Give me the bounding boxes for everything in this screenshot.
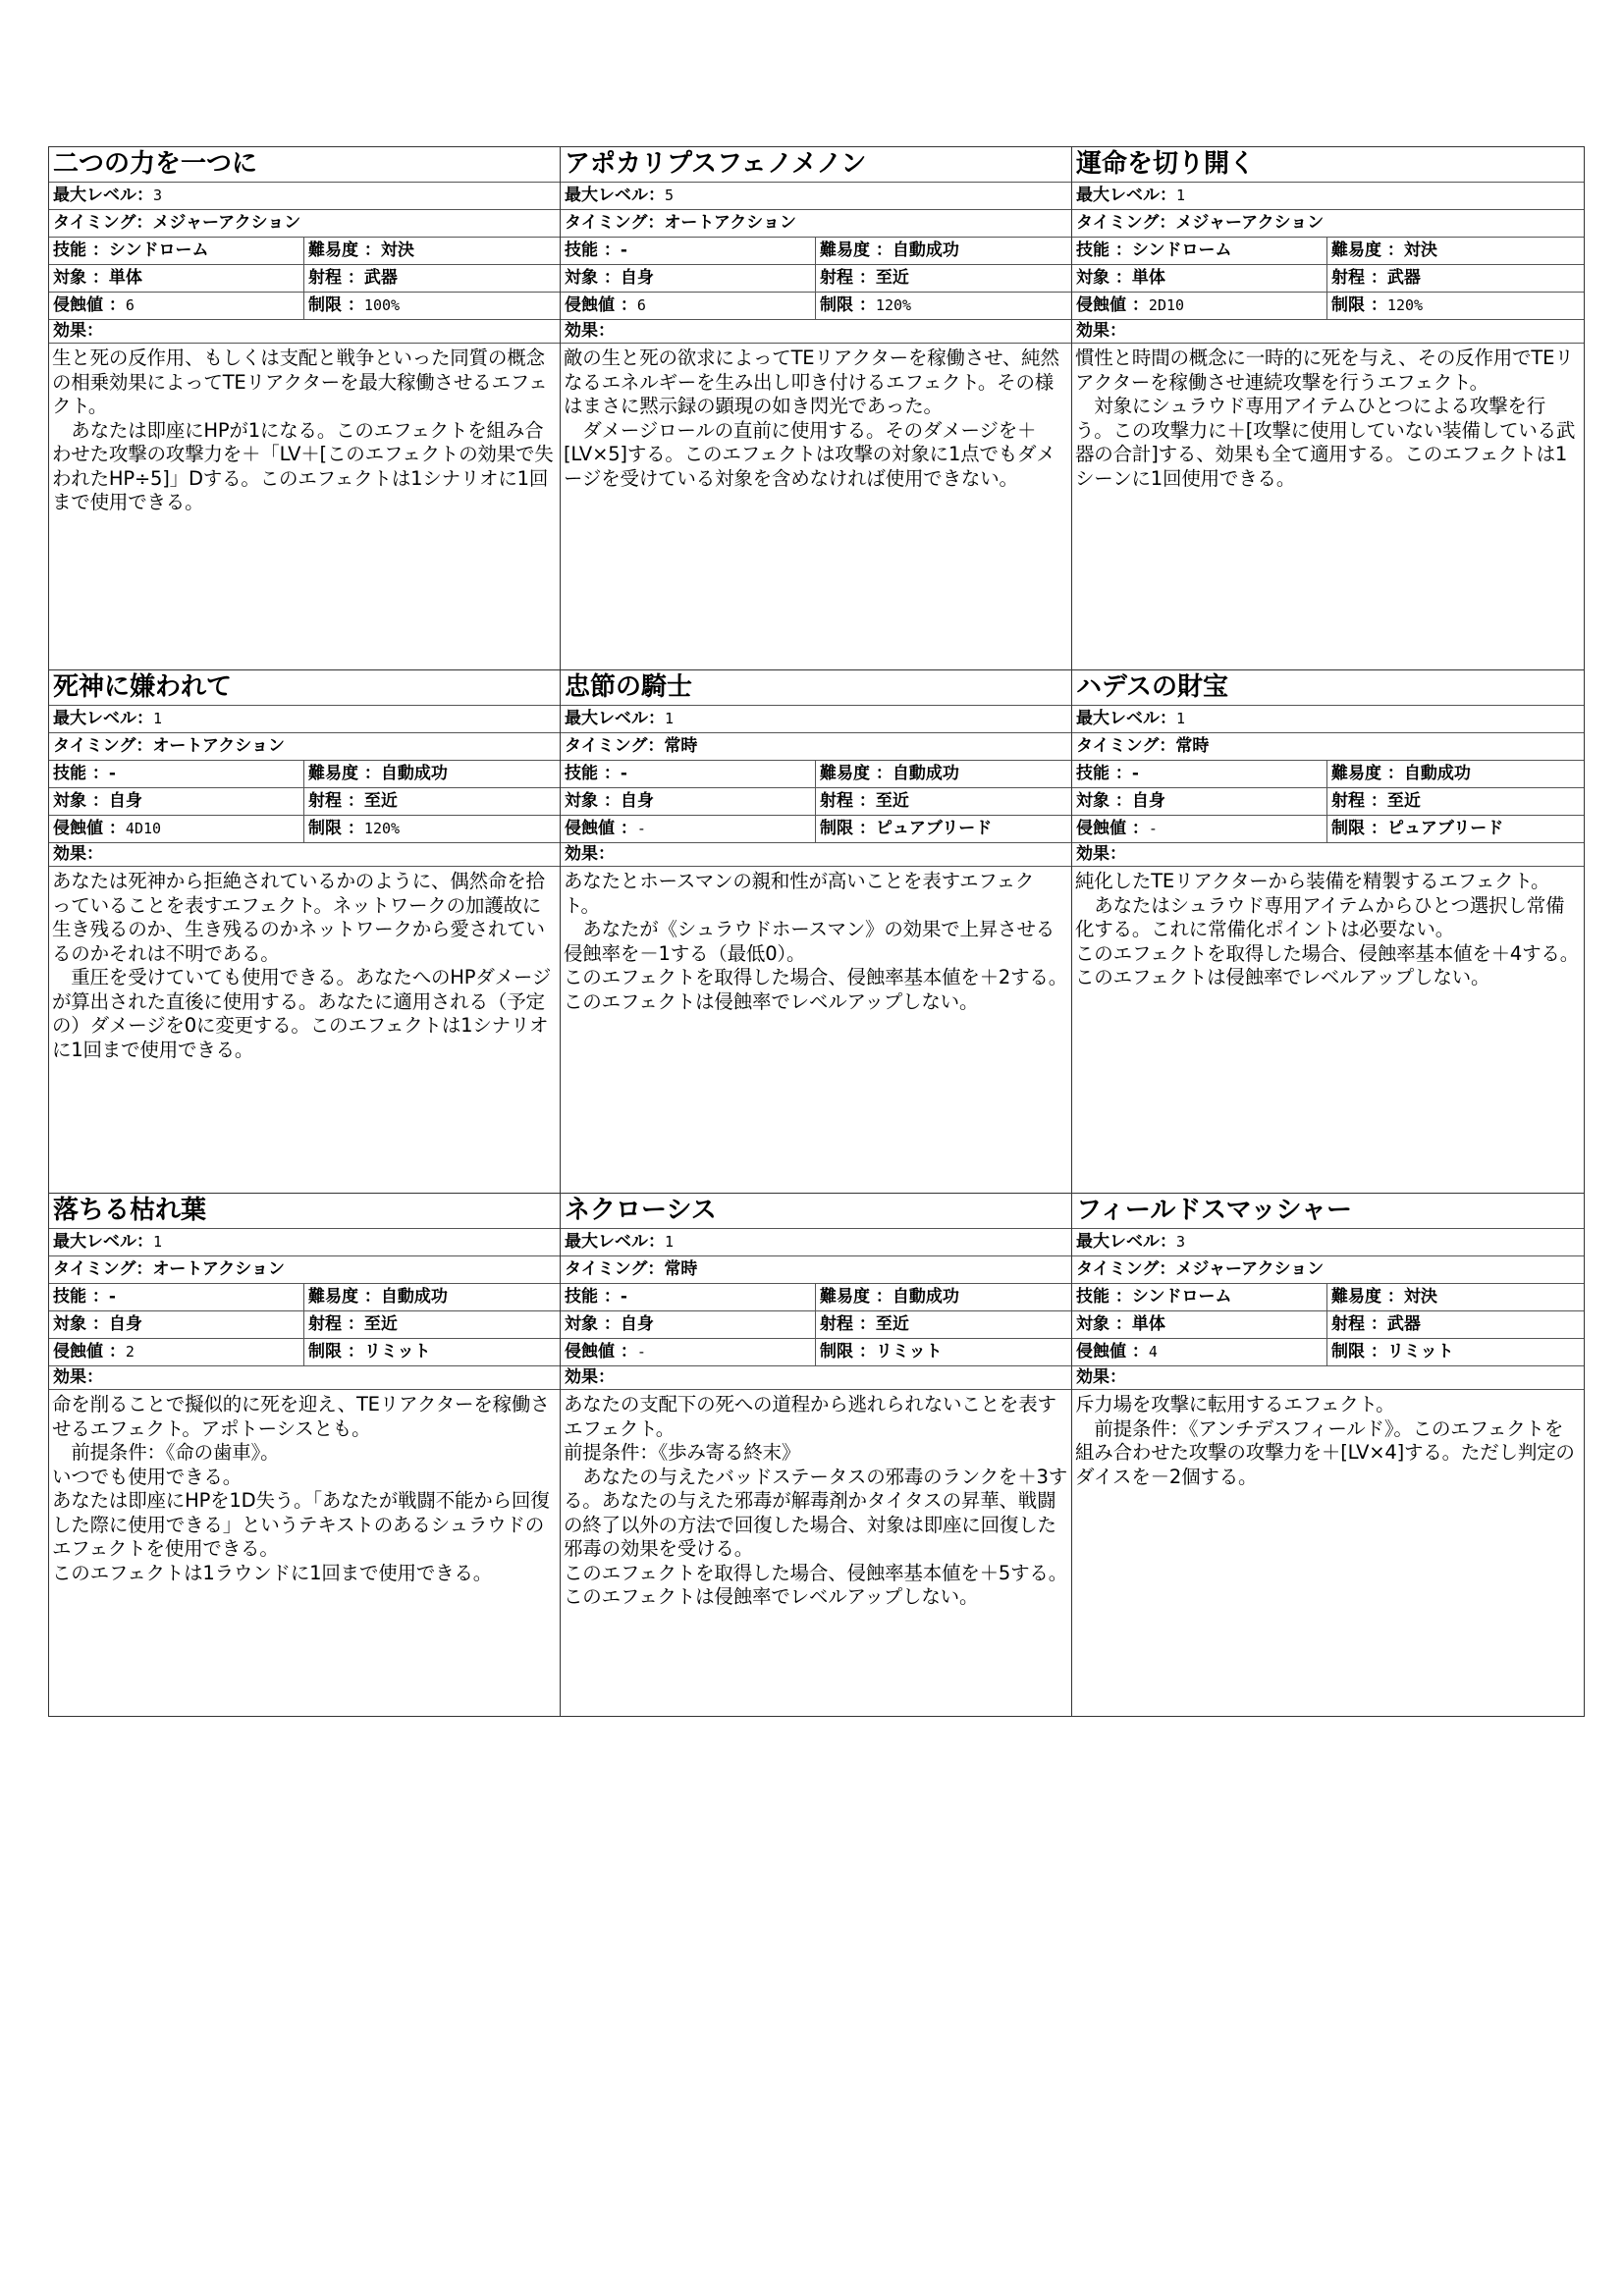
range-label: 射程 ： <box>308 268 364 288</box>
max-level-row <box>49 706 560 733</box>
effect-paragraph: ダメージロールの直前に使用する。そのダメージを＋[LV×5]する。このエフェクトは攻撃の対象に1点でもダメージを受けている対象を含めなければ使用できない。 <box>564 418 1055 490</box>
skill-value: - <box>1131 764 1139 783</box>
effect-paragraph: 斥力場を攻撃に転用するエフェクト。 <box>1075 1393 1395 1415</box>
range-label: 射程 ： <box>308 791 364 811</box>
difficulty-value: 自動成功 <box>892 1287 959 1307</box>
skill-label: 技能 ： <box>53 240 109 260</box>
effect-text <box>1072 344 1584 491</box>
target-label: 対象 ： <box>565 791 621 811</box>
skill-value: - <box>108 1287 116 1307</box>
limit-label: 制限 ： <box>820 819 876 838</box>
erosion-value: 2 <box>125 1343 135 1361</box>
effect-heading: 効果： <box>561 320 1071 344</box>
limit-value: 120% <box>1386 296 1424 314</box>
max-level-label: 最大レベル： <box>53 1232 153 1252</box>
difficulty-label: 難易度 ： <box>1331 240 1404 260</box>
target-range-row <box>49 788 560 816</box>
effect-text <box>49 344 560 515</box>
effect-name: ハデスの財宝 <box>1072 670 1584 706</box>
erosion-limit-row <box>1072 1339 1584 1366</box>
max-level-value: 5 <box>665 187 675 204</box>
range-value: 武器 <box>363 268 398 288</box>
max-level-row <box>1072 1229 1584 1256</box>
skill-label: 技能 ： <box>565 1287 621 1307</box>
effect-paragraph: あなたとホースマンの親和性が高いことを表すエフェクト。 <box>564 870 1035 917</box>
max-level-row <box>1072 183 1584 210</box>
effect-text <box>49 1390 560 1585</box>
limit-value: 100% <box>363 296 401 314</box>
range-value: 至近 <box>1386 791 1421 811</box>
effect-text <box>561 344 1071 491</box>
effect-paragraph: あなたは死神から拒絶されているかのように、偶然命を拾っていることを表すエフェクト。ネットワークの加護故に生き残るのか、生き残るのかネットワークから愛されているのかそれは不明である。 <box>52 870 545 965</box>
skill-label: 技能 ： <box>565 240 621 260</box>
target-label: 対象 ： <box>1076 791 1132 811</box>
limit-label: 制限 ： <box>308 819 364 838</box>
max-level-row <box>561 183 1071 210</box>
target-value: 自身 <box>620 1314 654 1334</box>
difficulty-label: 難易度 ： <box>1331 1287 1404 1307</box>
erosion-value: 6 <box>125 296 135 314</box>
skill-value: - <box>620 764 627 783</box>
effect-name: フィールドスマッシャー <box>1072 1194 1584 1229</box>
difficulty-value: 対決 <box>1403 240 1437 260</box>
erosion-limit-row <box>1072 293 1584 320</box>
range-value: 至近 <box>875 268 909 288</box>
effect-heading: 効果： <box>561 1366 1071 1390</box>
max-level-label: 最大レベル： <box>1076 1232 1176 1252</box>
effect-paragraph: 敵の生と死の欲求によってTEリアクターを稼働させ、純然なるエネルギーを生み出し叩き付けるエフェクト。その様はまさに黙示録の顕現の如き閃光であった。 <box>564 347 1059 417</box>
max-level-label: 最大レベル： <box>565 186 665 205</box>
target-label: 対象 ： <box>1076 268 1132 288</box>
effect-paragraph: あなたの与えたバッドステータスの邪毒のランクを＋3する。あなたの与えた邪毒が解毒剤かタイタスの昇華、戦闘の終了以外の方法で回復した場合、対象は即座に回復した邪毒の効果を受ける。 <box>564 1465 1068 1560</box>
difficulty-value: 自動成功 <box>380 1287 448 1307</box>
skill-value: シンドローム <box>108 240 209 260</box>
erosion-limit-row <box>49 1339 560 1366</box>
effect-paragraph: 生と死の反作用、もしくは支配と戦争といった同質の概念の相乗効果によってTEリアクターを最大稼働させるエフェクト。 <box>52 347 548 417</box>
target-value: 自身 <box>1131 791 1165 811</box>
target-range-row <box>49 265 560 293</box>
effect-heading: 効果： <box>1072 1366 1584 1390</box>
skill-difficulty-row <box>49 1284 560 1311</box>
erosion-limit-row <box>561 293 1071 320</box>
skill-value: - <box>620 240 627 260</box>
limit-value: リミット <box>1386 1342 1454 1362</box>
max-level-label: 最大レベル： <box>53 186 153 205</box>
effect-name: ネクローシス <box>561 1194 1071 1229</box>
erosion-value: - <box>636 820 646 837</box>
erosion-value: 6 <box>636 296 646 314</box>
timing-row <box>49 1256 560 1284</box>
effect-name: 運命を切り開く <box>1072 147 1584 183</box>
target-label: 対象 ： <box>53 791 109 811</box>
timing-row <box>1072 210 1584 238</box>
max-level-value: 1 <box>665 710 675 727</box>
range-label: 射程 ： <box>1331 268 1387 288</box>
limit-label: 制限 ： <box>308 1342 364 1362</box>
skill-value: シンドローム <box>1131 1287 1232 1307</box>
timing-row <box>1072 1256 1584 1284</box>
max-level-label: 最大レベル： <box>1076 709 1176 728</box>
target-value: 自身 <box>108 1314 142 1334</box>
max-level-value: 1 <box>153 710 163 727</box>
difficulty-value: 対決 <box>380 240 414 260</box>
range-label: 射程 ： <box>820 268 876 288</box>
erosion-value: - <box>1148 820 1158 837</box>
effect-name: 忠節の騎士 <box>561 670 1071 706</box>
effect-heading: 効果： <box>49 320 560 344</box>
limit-label: 制限 ： <box>1331 1342 1387 1362</box>
effect-card <box>1072 1194 1585 1717</box>
max-level-value: 3 <box>1176 1233 1186 1251</box>
max-level-label: 最大レベル： <box>565 709 665 728</box>
timing-value: 常時 <box>664 1259 698 1279</box>
timing-value: 常時 <box>664 736 698 756</box>
timing-value: オートアクション <box>152 1259 285 1279</box>
effect-paragraph: このエフェクトを取得した場合、侵蝕率基本値を＋5する。 <box>564 1561 1068 1584</box>
range-label: 射程 ： <box>1331 1314 1387 1334</box>
skill-label: 技能 ： <box>565 764 621 783</box>
effect-heading: 効果： <box>49 1366 560 1390</box>
erosion-label: 侵蝕値 ： <box>1076 295 1149 315</box>
effect-card <box>1072 670 1585 1194</box>
skill-difficulty-row <box>1072 1284 1584 1311</box>
limit-value: ピュアブリード <box>1386 819 1504 838</box>
timing-row <box>49 210 560 238</box>
max-level-row <box>1072 706 1584 733</box>
limit-value: 120% <box>363 820 401 837</box>
effect-paragraph: 対象にシュラウド専用アイテムひとつによる攻撃を行う。この攻撃力に＋[攻撃に使用していない装備している武器の合計]する、効果も全て適用する。このエフェクトは1シーンに1回使用できる。 <box>1075 395 1576 490</box>
range-value: 至近 <box>875 791 909 811</box>
limit-label: 制限 ： <box>308 295 364 315</box>
max-level-label: 最大レベル： <box>53 709 153 728</box>
erosion-limit-row <box>49 816 560 843</box>
limit-label: 制限 ： <box>820 1342 876 1362</box>
effect-paragraph: 命を削ることで擬似的に死を迎え、TEリアクターを稼働させるエフェクト。アポトーシスとも。 <box>52 1393 550 1440</box>
erosion-label: 侵蝕値 ： <box>53 819 126 838</box>
target-range-row <box>1072 265 1584 293</box>
skill-label: 技能 ： <box>1076 764 1132 783</box>
erosion-value: 4D10 <box>125 820 162 837</box>
max-level-value: 1 <box>665 1233 675 1251</box>
target-value: 単体 <box>1131 268 1165 288</box>
effect-paragraph: 重圧を受けていても使用できる。あなたへのHPダメージが算出された直後に使用する。あなたに適用される（予定の）ダメージを0に変更する。このエフェクトは1シナリオに1回まで使用できる。 <box>52 966 552 1061</box>
erosion-label: 侵蝕値 ： <box>1076 819 1149 838</box>
range-label: 射程 ： <box>820 1314 876 1334</box>
timing-value: メジャーアクション <box>1175 213 1325 233</box>
erosion-limit-row <box>49 293 560 320</box>
timing-label: タイミング： <box>1076 213 1176 233</box>
difficulty-label: 難易度 ： <box>1331 764 1404 783</box>
effect-card <box>561 1194 1072 1717</box>
effect-paragraph: あなたの支配下の死への道程から逃れられないことを表すエフェクト。 <box>564 1393 1056 1440</box>
effect-paragraph: このエフェクトは侵蝕率でレベルアップしない。 <box>564 989 979 1013</box>
target-label: 対象 ： <box>1076 1314 1132 1334</box>
max-level-value: 3 <box>153 187 163 204</box>
effect-paragraph: 慣性と時間の概念に一時的に死を与え、その反作用でTEリアクターを稼働させ連続攻撃を行うエフェクト。 <box>1075 347 1574 394</box>
effect-paragraph: このエフェクトは1ラウンドに1回まで使用できる。 <box>52 1561 493 1584</box>
range-label: 射程 ： <box>1331 791 1387 811</box>
target-value: 自身 <box>108 791 142 811</box>
target-label: 対象 ： <box>565 1314 621 1334</box>
difficulty-label: 難易度 ： <box>308 1287 381 1307</box>
skill-difficulty-row <box>1072 238 1584 265</box>
erosion-limit-row <box>561 1339 1071 1366</box>
difficulty-label: 難易度 ： <box>820 240 893 260</box>
erosion-label: 侵蝕値 ： <box>565 819 637 838</box>
range-label: 射程 ： <box>308 1314 364 1334</box>
effect-paragraph: このエフェクトを取得した場合、侵蝕率基本値を＋2する。 <box>564 966 1068 988</box>
erosion-label: 侵蝕値 ： <box>565 295 637 315</box>
effect-card <box>49 147 561 670</box>
target-value: 単体 <box>108 268 142 288</box>
max-level-value: 1 <box>1176 710 1186 727</box>
difficulty-label: 難易度 ： <box>308 240 381 260</box>
range-value: 武器 <box>1386 1314 1421 1334</box>
effect-heading: 効果： <box>49 843 560 867</box>
effect-text <box>1072 867 1584 990</box>
timing-row <box>49 733 560 761</box>
timing-row <box>1072 733 1584 761</box>
target-value: 自身 <box>620 268 654 288</box>
timing-value: 常時 <box>1175 736 1210 756</box>
limit-value: ピュアブリード <box>875 819 993 838</box>
limit-value: リミット <box>363 1342 431 1362</box>
effect-card-grid <box>48 146 1585 1717</box>
timing-label: タイミング： <box>53 736 153 756</box>
timing-row <box>561 733 1071 761</box>
max-level-value: 1 <box>1176 187 1186 204</box>
skill-value: - <box>620 1287 627 1307</box>
difficulty-value: 自動成功 <box>1403 764 1471 783</box>
range-value: 至近 <box>363 791 398 811</box>
erosion-label: 侵蝕値 ： <box>53 295 126 315</box>
skill-difficulty-row <box>1072 761 1584 788</box>
effect-card <box>1072 147 1585 670</box>
timing-label: タイミング： <box>1076 736 1176 756</box>
limit-label: 制限 ： <box>1331 295 1387 315</box>
target-label: 対象 ： <box>53 1314 109 1334</box>
skill-label: 技能 ： <box>1076 240 1132 260</box>
erosion-limit-row <box>561 816 1071 843</box>
max-level-row <box>49 183 560 210</box>
timing-label: タイミング： <box>565 736 665 756</box>
effect-name: 二つの力を一つに <box>49 147 560 183</box>
timing-label: タイミング： <box>565 1259 665 1279</box>
timing-value: メジャーアクション <box>1175 1259 1325 1279</box>
timing-value: オートアクション <box>152 736 285 756</box>
difficulty-label: 難易度 ： <box>308 764 381 783</box>
effect-text <box>561 1390 1071 1610</box>
effect-card <box>49 670 561 1194</box>
difficulty-label: 難易度 ： <box>820 1287 893 1307</box>
skill-difficulty-row <box>49 761 560 788</box>
limit-value: リミット <box>875 1342 943 1362</box>
erosion-label: 侵蝕値 ： <box>1076 1342 1149 1362</box>
effect-card <box>561 670 1072 1194</box>
difficulty-value: 自動成功 <box>892 240 959 260</box>
effect-paragraph: 前提条件：《アンチデスフィールド》。このエフェクトを組み合わせた攻撃の攻撃力を＋[LV×4]する。ただし判定のダイスを－2個する。 <box>1075 1416 1575 1488</box>
timing-row <box>561 210 1071 238</box>
effect-card <box>561 147 1072 670</box>
target-value: 自身 <box>620 791 654 811</box>
target-range-row <box>561 265 1071 293</box>
effect-paragraph: 前提条件：《命の歯車》。 <box>52 1441 280 1464</box>
range-label: 射程 ： <box>820 791 876 811</box>
timing-label: タイミング： <box>53 213 153 233</box>
timing-label: タイミング： <box>53 1259 153 1279</box>
effect-heading: 効果： <box>561 843 1071 867</box>
max-level-label: 最大レベル： <box>1076 186 1176 205</box>
limit-value: 120% <box>875 296 912 314</box>
effect-paragraph: このエフェクトは侵蝕率でレベルアップしない。 <box>1075 966 1490 988</box>
effect-heading: 効果： <box>1072 320 1584 344</box>
max-level-row <box>49 1229 560 1256</box>
effect-paragraph: あなたが《シュラウドホースマン》の効果で上昇させる侵蝕率を－1する（最低0）。 <box>564 918 1055 965</box>
effect-paragraph: あなたは即座にHPが1になる。このエフェクトを組み合わせた攻撃の攻撃力を＋「LV＋[このエフェクトの効果で失われたHP÷5]」Dする。このエフェクトは1シナリオに1回まで使用できる。 <box>52 418 554 513</box>
erosion-label: 侵蝕値 ： <box>565 1342 637 1362</box>
erosion-limit-row <box>1072 816 1584 843</box>
effect-paragraph: 純化したTEリアクターから装備を精製するエフェクト。 <box>1075 870 1550 892</box>
limit-label: 制限 ： <box>820 295 876 315</box>
target-range-row <box>561 1311 1071 1339</box>
difficulty-value: 自動成功 <box>380 764 448 783</box>
limit-label: 制限 ： <box>1331 819 1387 838</box>
erosion-value: 2D10 <box>1148 296 1185 314</box>
skill-difficulty-row <box>561 761 1071 788</box>
effect-name: 死神に嫌われて <box>49 670 560 706</box>
effect-name: アポカリプスフェノメノン <box>561 147 1071 183</box>
skill-label: 技能 ： <box>53 1287 109 1307</box>
max-level-row <box>561 1229 1071 1256</box>
effect-name: 落ちる枯れ葉 <box>49 1194 560 1229</box>
timing-value: オートアクション <box>664 213 796 233</box>
skill-label: 技能 ： <box>53 764 109 783</box>
range-value: 至近 <box>875 1314 909 1334</box>
max-level-row <box>561 706 1071 733</box>
effect-text <box>1072 1390 1584 1489</box>
effect-paragraph: このエフェクトは侵蝕率でレベルアップしない。 <box>564 1585 979 1608</box>
effect-text <box>49 867 560 1062</box>
max-level-value: 1 <box>153 1233 163 1251</box>
erosion-value: - <box>636 1343 646 1361</box>
skill-label: 技能 ： <box>1076 1287 1132 1307</box>
timing-row <box>561 1256 1071 1284</box>
target-label: 対象 ： <box>565 268 621 288</box>
effect-text <box>561 867 1071 1014</box>
effect-paragraph: このエフェクトを取得した場合、侵蝕率基本値を＋4する。 <box>1075 941 1580 965</box>
skill-value: - <box>108 764 116 783</box>
target-label: 対象 ： <box>53 268 109 288</box>
skill-value: シンドローム <box>1131 240 1232 260</box>
effect-paragraph: あなたはシュラウド専用アイテムからひとつ選択し常備化する。これに常備化ポイントは必要ない。 <box>1075 893 1565 940</box>
target-range-row <box>561 788 1071 816</box>
target-range-row <box>49 1311 560 1339</box>
target-range-row <box>1072 1311 1584 1339</box>
difficulty-value: 自動成功 <box>892 764 959 783</box>
max-level-label: 最大レベル： <box>565 1232 665 1252</box>
skill-difficulty-row <box>561 1284 1071 1311</box>
target-range-row <box>1072 788 1584 816</box>
effect-card <box>49 1194 561 1717</box>
erosion-label: 侵蝕値 ： <box>53 1342 126 1362</box>
difficulty-label: 難易度 ： <box>820 764 893 783</box>
difficulty-value: 対決 <box>1403 1287 1437 1307</box>
effect-paragraph: あなたは即座にHPを1D失う。「あなたが戦闘不能から回復した際に使用できる」というテキストのあるシュラウドのエフェクトを使用できる。 <box>52 1489 550 1560</box>
skill-difficulty-row <box>49 238 560 265</box>
timing-value: メジャーアクション <box>152 213 301 233</box>
effect-heading: 効果： <box>1072 843 1584 867</box>
timing-label: タイミング： <box>565 213 665 233</box>
skill-difficulty-row <box>561 238 1071 265</box>
range-value: 武器 <box>1386 268 1421 288</box>
effect-paragraph: いつでも使用できる。 <box>52 1465 243 1488</box>
range-value: 至近 <box>363 1314 398 1334</box>
target-value: 単体 <box>1131 1314 1165 1334</box>
effect-paragraph: 前提条件：《歩み寄る終末》 <box>564 1441 801 1464</box>
erosion-value: 4 <box>1148 1343 1158 1361</box>
timing-label: タイミング： <box>1076 1259 1176 1279</box>
